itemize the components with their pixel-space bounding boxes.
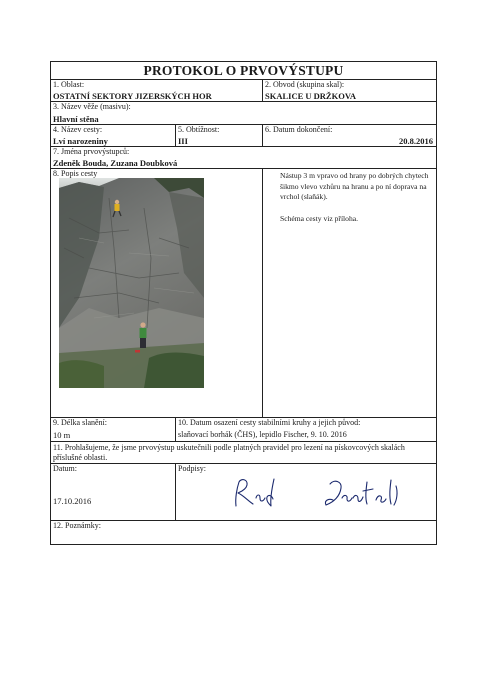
difficulty-label: 5. Obtížnost: [178, 125, 220, 134]
bolting-cell [175, 418, 436, 442]
route-row [51, 124, 436, 147]
signature-row [51, 463, 436, 521]
district-label: 2. Obvod (skupina skal): [265, 80, 345, 89]
date-cell [51, 464, 175, 521]
declaration-row [51, 441, 436, 464]
route-label: 4. Název cesty: [53, 125, 103, 134]
description-row [51, 168, 436, 418]
protocol-form [50, 61, 437, 545]
completion-label: 6. Datum dokončení: [265, 125, 333, 134]
climbers-label: 7. Jména prvovýstupců: [53, 147, 130, 156]
area-row [51, 79, 436, 102]
description-line: vrchol (slaňák). [280, 192, 328, 201]
signatures-cell [175, 464, 436, 521]
climbers-row [51, 146, 436, 169]
tower-cell [51, 102, 436, 125]
completion-value: 20.8.2016 [399, 136, 433, 146]
date-label: Datum: [53, 464, 77, 473]
climbers-cell [51, 147, 436, 169]
rock-wall-photo [59, 178, 204, 388]
description-line: šikmo vlevo vzhůru na hranu a po ní doprava na [280, 181, 427, 191]
area-value: OSTATNÍ SEKTORY JIZERSKÝCH HOR [53, 91, 212, 101]
handwritten-signatures [226, 474, 416, 514]
notes-row [51, 520, 436, 544]
date-value: 17.10.2016 [53, 496, 92, 506]
description-line: Nástup 3 m vpravo od hrany po dobrých chytech [280, 171, 429, 180]
route-value: Lví narozeniny [53, 136, 108, 146]
title-row [51, 62, 436, 79]
description-label: 8. Popis cesty [53, 169, 98, 178]
tower-value: Hlavní stěna [53, 114, 99, 124]
area-label: 1. Oblast: [53, 80, 85, 89]
district-value: SKALICE U DRŽKOVA [265, 91, 357, 101]
climbers-value: Zdeněk Bouda, Zuzana Doubková [53, 158, 178, 168]
tower-label: 3. Název věže (masivu): [53, 102, 131, 111]
difficulty-cell [175, 125, 262, 147]
rappel-cell [51, 418, 175, 442]
declaration-line: 11. Prohlašujeme, že jsme prvovýstup uskutečnili podle platných pravidel pro lezení na pískovcových skalách [53, 443, 405, 452]
bolting-value: slaňovací borhák (ČHS), lepidlo Fischer, 9. 10. 2016 [178, 430, 347, 439]
tower-row [51, 101, 436, 125]
notes-label: 12. Poznámky: [53, 521, 101, 530]
description-text-cell [262, 169, 436, 418]
schema-note: Schéma cesty viz příloha. [280, 214, 359, 223]
difficulty-value: III [178, 136, 188, 146]
signatures-label: Podpisy: [178, 464, 207, 473]
area-cell [51, 80, 262, 102]
route-cell [51, 125, 175, 147]
bolting-label: 10. Datum osazení cesty stabilními kruhy a jejich původ: [178, 418, 361, 427]
district-cell [262, 80, 436, 102]
page-title: PROTOKOL O PRVOVÝSTUPU [143, 63, 344, 78]
rappel-label: 9. Délka slanění: [53, 418, 107, 427]
rappel-value: 10 m [53, 430, 71, 440]
completion-cell [262, 125, 436, 147]
route-description [280, 171, 428, 203]
description-photo-cell [51, 169, 262, 418]
declaration-text [51, 442, 436, 464]
rappel-row [51, 417, 436, 442]
declaration-line: příslušné oblasti. [53, 453, 108, 462]
